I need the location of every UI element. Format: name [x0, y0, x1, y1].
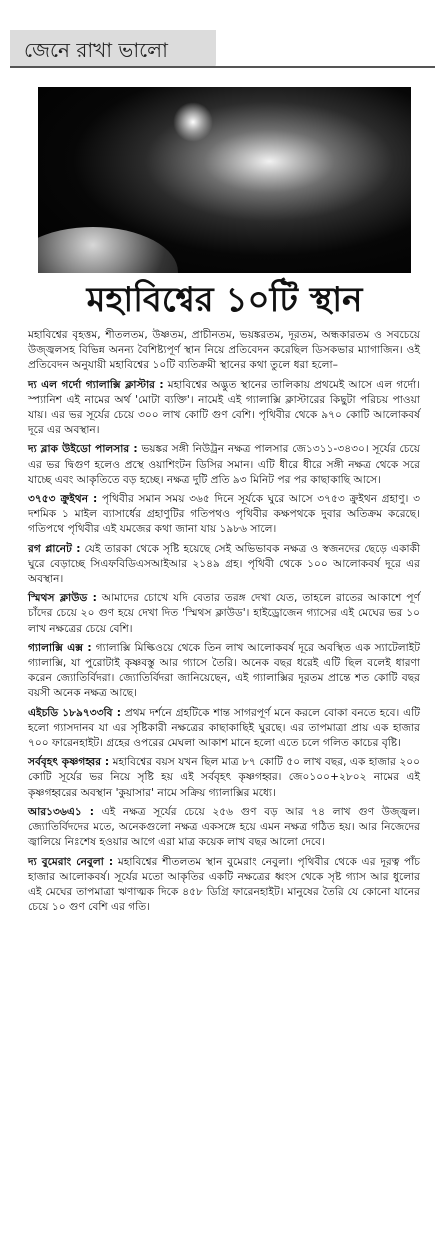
list-item: [28, 442, 420, 488]
section-title: জেনে রাখা ভালো: [24, 38, 168, 62]
galaxy-photo: [38, 87, 411, 273]
item-text: গ্যালাক্সি মিল্কিওয়ে থেকে তিন লাখ আলোকবর্ষ দূরে অবস্থিত এক স্যাটেলাইট গ্যালাক্সি, যা পুরোটাই কৃষ্ণবস্তু আর গ্যাসে তৈরি। অনেক বছর ধরেই এটি ছিল বলেই ধারণা করেন জ্যোতির্বিদরা। জ্যোতির্বিদরা জানিয়েছেন, এই গ্যালাক্সির দূরতম প্রান্তে শত কোটি বছর বয়সী অনেক নক্ষত্র আছে।: [28, 641, 420, 700]
list-item: [28, 492, 420, 538]
article-body: [28, 328, 420, 919]
item-heading: গ্যালাক্সি এক্স :: [28, 641, 92, 654]
item-text: আমাদের চোখে যদি বেতার তরঙ্গ দেখা যেত, তাহলে রাতের আকাশে পূর্ণ চাঁদের চেয়ে ২০ গুণ হয়ে দেখা দিত 'স্মিথস ক্লাউড'। হাইড্রোজেন গ্যাসের এই মেঘের ভর ১০ লাখ নক্ষত্রের চেয়ে বেশি।: [28, 592, 420, 635]
item-heading: দ্য ব্লাক উইডো পালসার :: [28, 443, 138, 456]
list-item: [28, 755, 420, 801]
item-text: প্রথম দর্শনে গ্রহটিকে শান্ত সাগরপূর্ণ মনে করলে বোকা বনতে হবে। এটি হলো গ্যাসদানব যা এর সৃষ্টিকারী নক্ষত্রের কাছাকাছিই ঘুরছে। এর তাপমাত্রা প্রায় এক হাজার ৭০০ ফারেনহাইট। গ্রহের ওপরের মেঘলা আকাশ মানে হলো এতে চলে গলিত কাচের বৃষ্টি।: [28, 706, 420, 750]
item-heading: স্মিথস ক্লাউড :: [28, 592, 97, 605]
small-galaxy-glow: [173, 102, 213, 142]
list-item: [28, 378, 420, 439]
item-heading: রগ প্লানেট :: [28, 542, 81, 555]
item-heading: আর১৩৬এ১ :: [28, 805, 95, 818]
list-item: [28, 641, 420, 702]
article-title: মহাবিশ্বের ১০টি স্থান: [86, 280, 363, 320]
item-heading: ৩৭৫৩ ক্রুইথন :: [28, 493, 98, 506]
item-heading: দ্য এল গর্দো গ্যালাক্সি ক্লাস্টার :: [28, 378, 164, 391]
item-text: যেই তারকা থেকে সৃষ্টি হয়েছে সেই অভিভাবক নক্ষত্র ও স্বজনদের ছেড়ে একাকী ঘুরে বেড়াচ্ছে সিএফবিডিএসআইআর ২১৪৯ গ্রহ। পৃথিবী থেকে ১০০ আলোকবর্ষ দূরে এর অবস্থান।: [28, 542, 420, 586]
item-text: পৃথিবীর সমান সময় ৩৬৫ দিনে সূর্যকে ঘুরে আসে ৩৭৫৩ ক্রুইথন গ্রহাণু। ৩ দশমিক ১ মাইল ব্যাসার্ধের গ্রহাণুটির গতিপথও পৃথিবীর কক্ষপথকে দুবার অতিক্রম করেছে। গতিপথে পৃথিবীর এই যমজের কথা জানা যায় ১৯৮৬ সালে।: [28, 493, 420, 536]
item-heading: এইচডি ১৮৯৭৩৩বি :: [28, 706, 121, 719]
planet-silhouette: [38, 227, 178, 273]
item-text: মহাবিশ্বের অদ্ভুত স্থানের তালিকায় প্রথমেই আসে এল গর্দো। স্প্যানিশ এই নামের অর্থ 'মোটা ব্যক্তি'। নামেই এই গ্যালাক্সি ক্লাস্টারের কিছুটা পরিচয় পাওয়া যায়। এর ভর সূর্যের চেয়ে ৩০০ লাখ কোটি গুণ বেশি। পৃথিবীর থেকে ৯৭০ কোটি আলোকবর্ষ দূরে এর অবস্থান।: [28, 378, 420, 437]
list-item: [28, 805, 420, 851]
list-item: [28, 591, 420, 637]
list-item: [28, 542, 420, 588]
list-item: [28, 855, 420, 916]
item-text: মহাবিশ্বের বয়স যখন ছিল মাত্র ৮৭ কোটি ৫০ লাখ বছর, এক হাজার ২০০ কোটি সূর্যের ভর নিয়ে সৃষ্টি হয় এই সর্ববৃহৎ কৃষ্ণগহ্বর। জে০১০০+২৮০২ নামের এই কৃষ্ণগহ্বরের অবস্থান 'কুয়াসার' নামে সক্রিয় গ্যালাক্সির মধ্যে।: [28, 756, 420, 799]
item-text: এই নক্ষত্র সূর্যের চেয়ে ২৫৬ গুণ বড় আর ৭৪ লাখ গুণ উজ্জ্বল। জ্যোতির্বিদদের মতে, অনেকগুলো নক্ষত্র একসঙ্গে হয়ে এমন নক্ষত্র গঠিত হয়। আর নিজেদের জ্বালিয়ে নিঃশেষ হওয়ার আগে এরা মাত্র কয়েক লাখ বছর আলো দেবে।: [28, 805, 420, 849]
article-intro: মহাবিশ্বের বৃহত্তম, শীতলতম, উষ্ণতম, প্রাচীনতম, ভয়ঙ্করতম, দূরতম, অন্ধকারতম ও সবচেয়ে উজ্জ্বলসহ বিভিন্ন অনন্য বৈশিষ্ট্যপূর্ণ স্থান নিয়ে প্রতিবেদন করেছিল ডিসকভার ম্যাগাজিন। ওই প্রতিবেদন অনুযায়ী মহাবিশ্বের ১০টি ব্যতিক্রমী স্থানের কথা তুলে ধরা হলো–: [28, 329, 420, 372]
item-text: ভয়ঙ্কর সঙ্গী নিউট্রন নক্ষত্র পালসার জে১৩১১-৩৪৩০। সূর্যের চেয়ে এর ভর দ্বিগুণ হলেও প্রস্থে ওয়াশিংটন ডিসির সমান। এটি ধীরে ধীরে সঙ্গী নক্ষত্র থেকে সরে যাচ্ছে এবং আকৃতিতে বড় হচ্ছে। নক্ষত্র দুটি প্রতি ৯৩ মিনিট পর পর কাছাকাছি আসে।: [28, 443, 420, 486]
item-heading: দ্য বুমেরাং নেবুলা :: [28, 855, 114, 868]
item-text: মহাবিশ্বের শীতলতম স্থান বুমেরাং নেবুলা। পৃথিবীর থেকে এর দূরত্ব পাঁচ হাজার আলোকবর্ষ। সূর্যের মতো আকৃতির একটি নক্ষত্রের ধ্বংস থেকে সৃষ্ট গ্যাস আর ধুলোর এই মেঘের তাপমাত্রা ঋণাত্মক দিকে ৪৫৮ ডিগ্রি ফারেনহাইট। মানুষের তৈরি যে কোনো যানের চেয়ে ১০ গুণ বেশি এর গতি।: [28, 855, 420, 914]
item-heading: সর্ববৃহৎ কৃষ্ণগহ্বর :: [28, 756, 110, 769]
list-item: [28, 706, 420, 752]
section-header: [10, 30, 435, 68]
